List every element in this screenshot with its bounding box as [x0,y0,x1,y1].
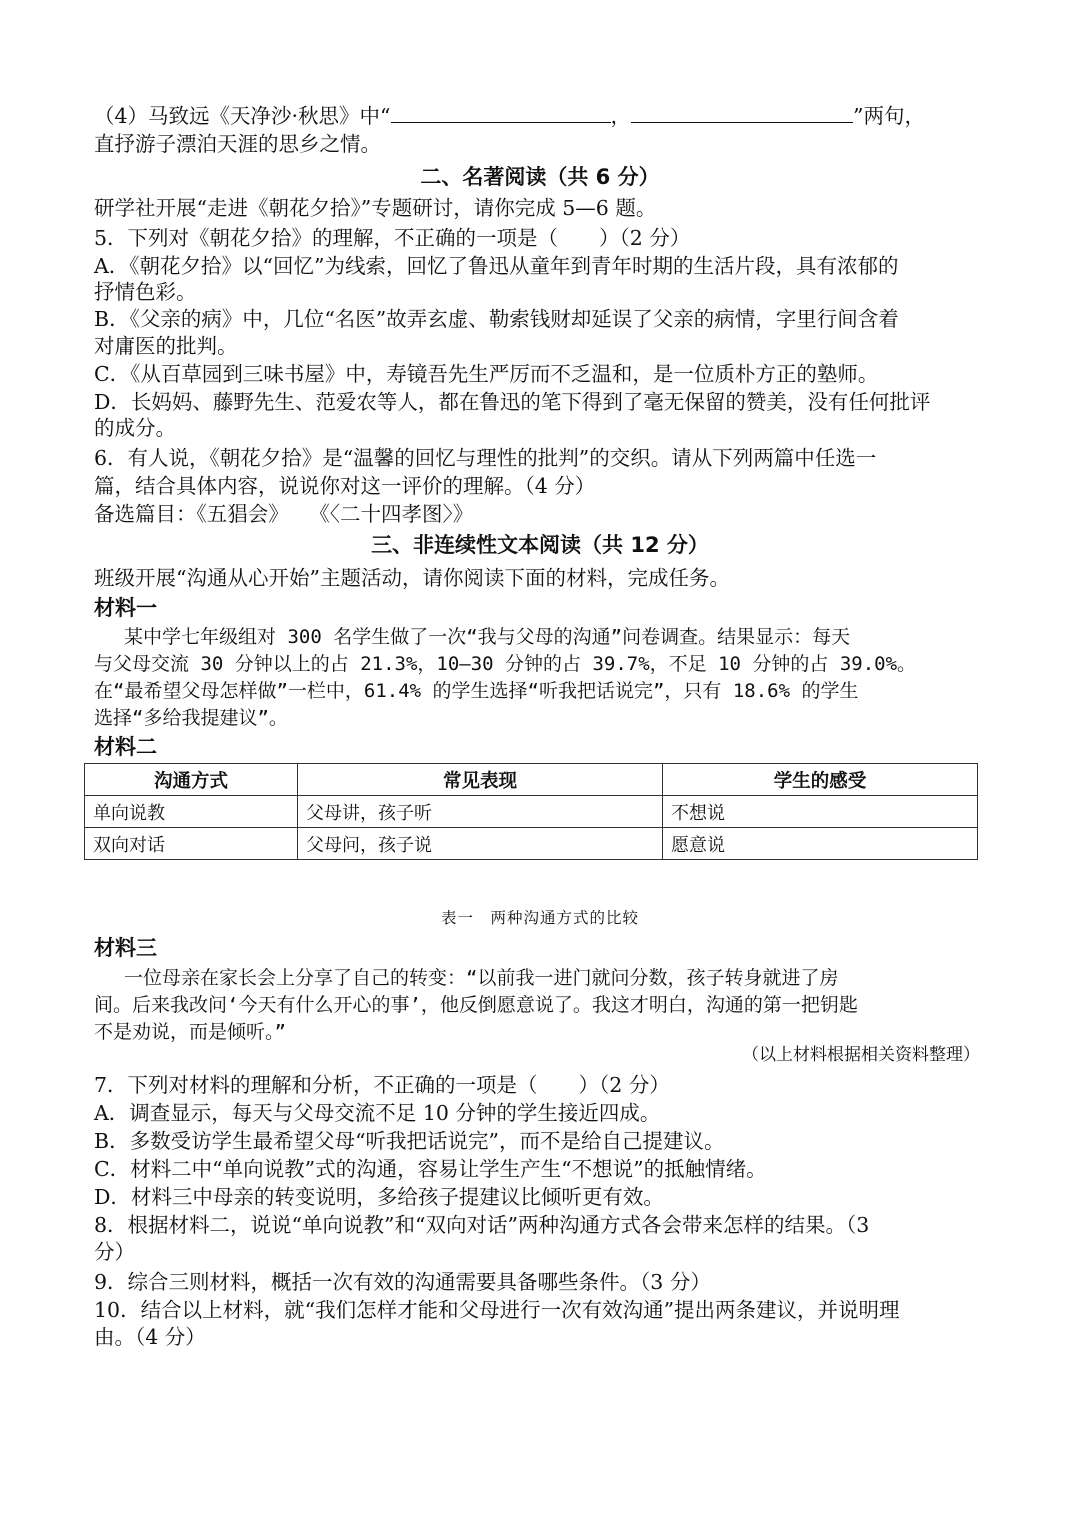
table-header: 沟通方式 [85,764,298,796]
table-caption: 表一 两种沟通方式的比较 [440,909,639,927]
table-cell: 单向说教 [85,796,298,828]
q7-option-b: B．多数受访学生最希望父母“听我把话说完”，而不是给自己提建议。 [94,1129,725,1153]
material-1-line-3: 在“最希望父母怎样做”一栏中，61.4% 的学生选择“听我把话说完”，只有 18.6% 的学生 [94,680,859,702]
material-3-line-2: 间。后来我改问‘今天有什么开心的事’，他反倒愿意说了。我这才明白，沟通的第一把钥匙 [94,994,858,1016]
q4-line-2: 直抒游子漂泊天涯的思乡之情。 [94,132,381,156]
table-header: 学生的感受 [663,764,978,796]
q4-line-1 [94,102,925,130]
table-row [85,796,978,828]
material-1-line-4: 选择“多给我提建议”。 [94,707,288,729]
q4-text-a: （4）马致远《天净沙·秋思》中“ [94,104,391,128]
q5-option-a-1: A．《朝花夕拾》以“回忆”为线索，回忆了鲁迅从童年到青年时期的生活片段，具有浓郁的 [94,254,899,278]
q10-line-1: 10．结合以上材料，就“我们怎样才能和父母进行一次有效沟通”提出两条建议，并说明理 [94,1298,900,1322]
material-1-line-1: 某中学七年级组对 300 名学生做了一次“我与父母的沟通”问卷调查。结果显示：每天 [124,626,851,648]
material-3-line-1: 一位母亲在家长会上分享了自己的转变：“以前我一进门就问分数，孩子转身就进了房 [124,967,839,989]
q8-line-2: 分） [94,1240,135,1264]
table-row [85,828,978,860]
material-3-line-3: 不是劝说，而是倾听。” [94,1021,286,1043]
q7-option-c: C．材料二中“单向说教”式的沟通，容易让学生产生“不想说”的抵触情绪。 [94,1157,767,1181]
q6-options: 备选篇目：《五猖会》 《〈二十四孝图〉》 [94,502,474,526]
material-2-heading: 材料二 [94,735,157,759]
section-2-title: 二、名著阅读（共 6 分） [420,165,660,189]
q7-stem: 7．下列对材料的理解和分析，不正确的一项是（ ）（2 分） [94,1073,670,1097]
q4-text-b: ， [610,104,632,128]
table-cell: 愿意说 [663,828,978,860]
table-header-row [85,764,978,796]
table-cell: 双向对话 [85,828,298,860]
q5-option-d-2: 的成分。 [94,416,176,440]
q8-line-1: 8．根据材料二，说说“单向说教”和“双向对话”两种沟通方式各会带来怎样的结果。（3 [94,1213,870,1237]
q7-option-d: D．材料三中母亲的转变说明，多给孩子提建议比倾听更有效。 [94,1185,664,1209]
q6-line-2: 篇，结合具体内容，说说你对这一评价的理解。（4 分） [94,474,596,498]
table-header: 常见表现 [298,764,663,796]
material-1-line-2: 与父母交流 30 分钟以上的占 21.3%，10—30 分钟的占 39.7%，不足 10 分钟的占 39.0%。 [94,653,917,675]
q5-option-b-1: B．《父亲的病》中，几位“名医”故弄玄虚、勒索钱财却延误了父亲的病情，字里行间含着 [94,307,899,331]
material-3-heading: 材料三 [94,936,157,960]
material-1-heading: 材料一 [94,596,157,620]
q4-text-c: ”两句， [853,104,926,128]
section-3-intro: 班级开展“沟通从心开始”主题活动，请你阅读下面的材料，完成任务。 [94,566,730,590]
source-note: （以上材料根据相关资料整理） [742,1045,980,1065]
q7-option-a: A．调查显示，每天与父母交流不足 10 分钟的学生接近四成。 [94,1101,661,1125]
section-3-title: 三、非连续性文本阅读（共 12 分） [371,533,709,557]
answer-blank-1[interactable] [391,102,611,123]
q5-option-b-2: 对庸医的批判。 [94,334,238,358]
table-cell: 父母问，孩子说 [298,828,663,860]
q6-line-1: 6．有人说，《朝花夕拾》是“温馨的回忆与理性的批判”的交织。请从下列两篇中任选一 [94,446,877,470]
q5-option-d-1: D．长妈妈、藤野先生、范爱农等人，都在鲁迅的笔下得到了毫无保留的赞美，没有任何批评 [94,390,931,414]
section-2-intro: 研学社开展“走进《朝花夕拾》”专题研讨，请你完成 5—6 题。 [94,196,657,220]
table-cell: 父母讲，孩子听 [298,796,663,828]
answer-blank-2[interactable] [631,102,853,123]
comparison-table [84,763,978,860]
q10-line-2: 由。（4 分） [94,1325,206,1349]
q5-stem: 5．下列对《朝花夕拾》的理解，不正确的一项是（ ）（2 分） [94,226,691,250]
table-cell: 不想说 [663,796,978,828]
q5-option-a-2: 抒情色彩。 [94,280,197,304]
q5-option-c: C．《从百草园到三味书屋》中，寿镜吾先生严厉而不乏温和，是一位质朴方正的塾师。 [94,362,879,386]
q9-text: 9．综合三则材料，概括一次有效的沟通需要具备哪些条件。（3 分） [94,1270,711,1294]
